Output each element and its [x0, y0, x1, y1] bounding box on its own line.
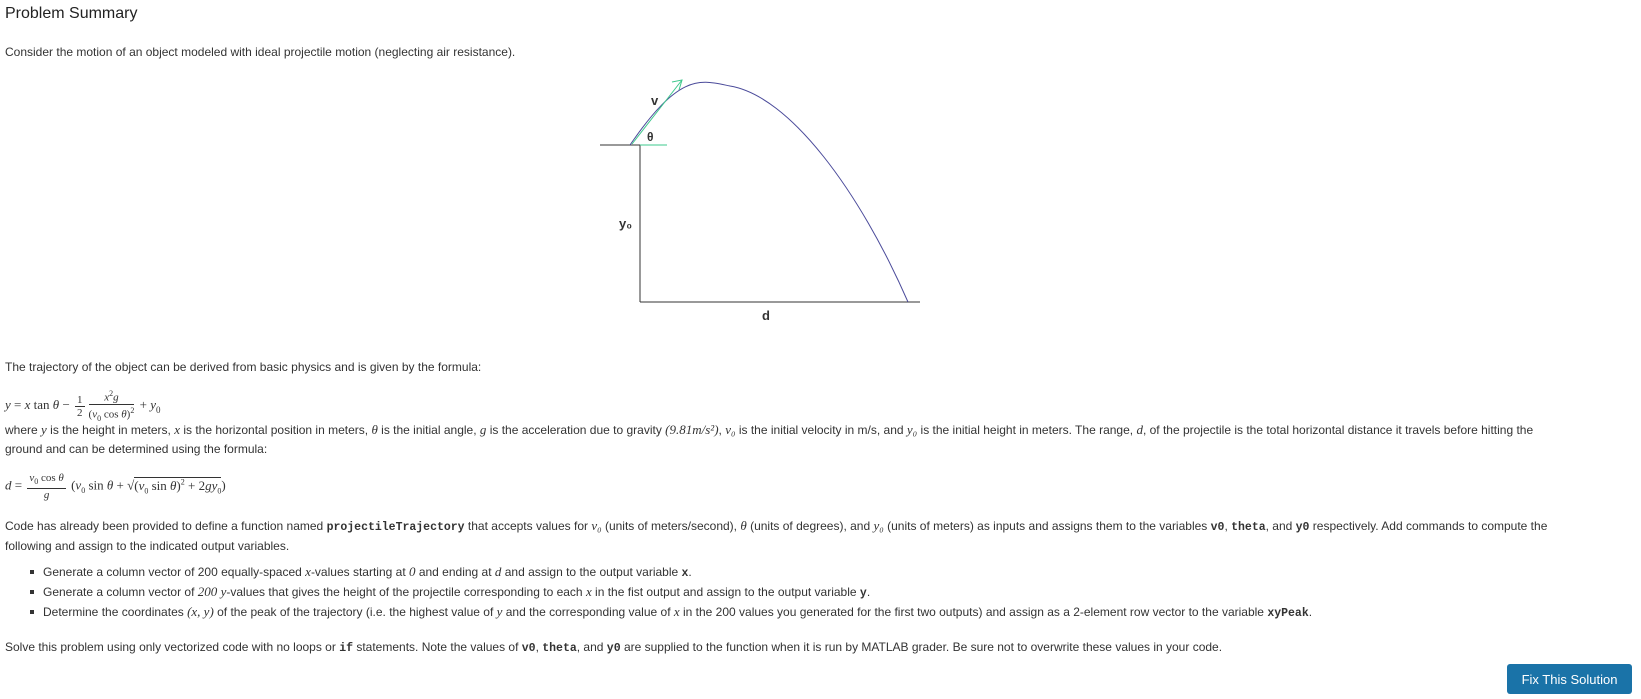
- list-item: Generate a column vector of 200 y-values that gives the height of the projectile corresponding to each x in the fist output and assign to the output variable y.: [28, 583, 1312, 603]
- page-title: Problem Summary: [5, 5, 138, 22]
- intro-text: Consider the motion of an object modeled with ideal projectile motion (neglecting air resistance).: [5, 45, 516, 59]
- trajectory-curve: [630, 82, 908, 302]
- list-item: Generate a column vector of 200 equally-spaced x-values starting at 0 and ending at d and assign to the output variable x.: [28, 563, 1312, 583]
- list-item: Determine the coordinates (x, y) of the peak of the trajectory (i.e. the highest value of y and the corresponding value of x in the 200 values you generated for the first two outputs) and assign as a 2-element row vector to the variable xyPeak.: [28, 603, 1312, 623]
- fix-solution-button[interactable]: Fix This Solution: [1507, 664, 1632, 694]
- task-description: Code has already been provided to define a function named projectileTrajectory that accepts values for v₀ (units of meters/second), θ (units of degrees), and y₀ (units of meters) as inputs and assigns them to the variables v0, theta, and y0 respectively. Add commands to compute the following and assign to the indicated output variables.: [5, 518, 1548, 553]
- velocity-vector: [632, 80, 682, 144]
- label-theta: θ: [647, 130, 654, 144]
- task-list: [28, 563, 1312, 623]
- instructions-note: Solve this problem using only vectorized code with no loops or if statements. Note the values of v0, theta, and y0 are supplied to the function when it is run by MATLAB grader. Be sure not to overwrite these values in your code.: [5, 640, 1223, 655]
- trajectory-formula: y = x tan θ − $\frac{1}{2}$ $\frac{x^2g}{(v_0 \cos \theta)^2}$ + $y_0$: [5, 389, 161, 423]
- label-d: d: [762, 308, 770, 323]
- projectile-diagram: [590, 72, 930, 332]
- trajectory-intro: The trajectory of the object can be derived from basic physics and is given by the formula:: [5, 360, 482, 374]
- function-name: projectileTrajectory: [326, 521, 465, 534]
- label-v: v: [651, 93, 659, 108]
- variable-definitions: where y is the height in meters, x is the horizontal position in meters, θ is the initial angle, g is the acceleration due to gravity (9.81m/s²), v₀ is the initial velocity in m/s, and y₀ is the initial height in meters. The range, d, of the projectile is the total horizontal distance it travels before hitting the ground and can be determined using the formula:: [5, 422, 1534, 456]
- range-formula: d = $\frac{v_0 \cos \theta}{g}$ ($v_0$ $\sin \theta + √(v_0$ $\sin \theta)^2 + 2gy_0$): [5, 472, 226, 502]
- label-y0: y₀: [619, 216, 633, 231]
